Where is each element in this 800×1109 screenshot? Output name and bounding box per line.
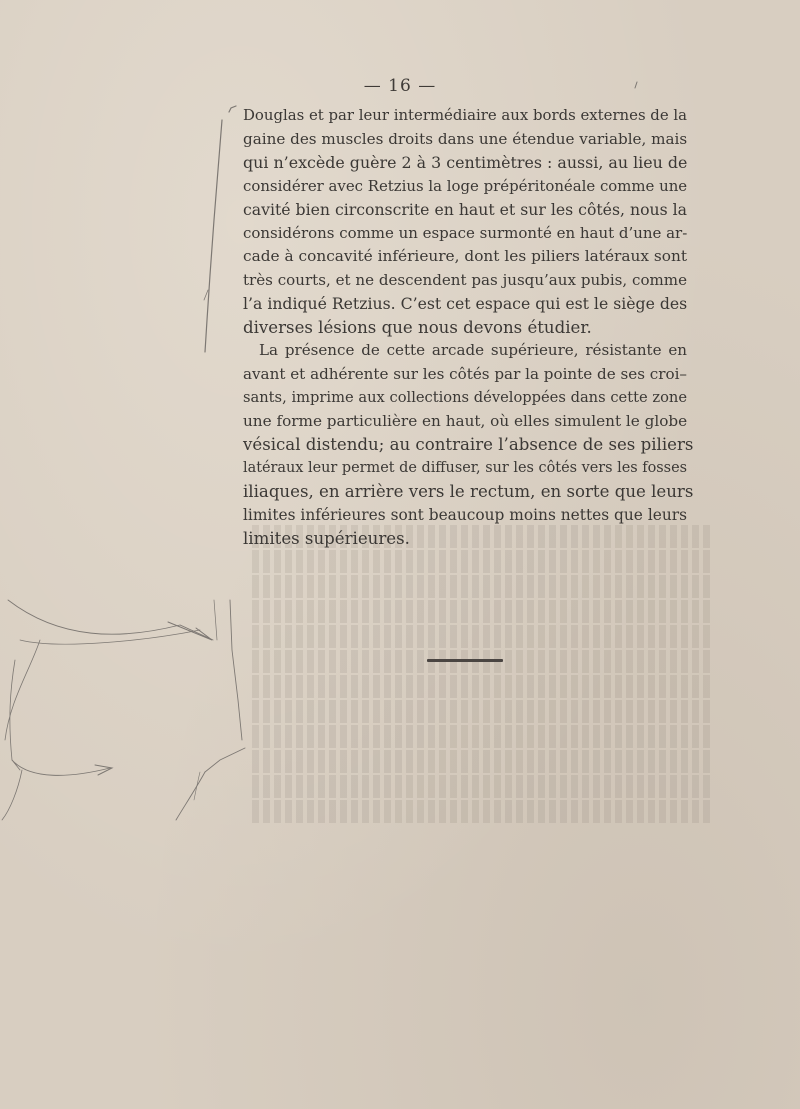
text-line: considérons comme un espace surmonté en haut d’une ar-: [243, 223, 688, 242]
text-line: considérer avec Retzius la loge prépéritonéale comme une: [243, 176, 688, 195]
text-line: qui n’excède guère 2 à 3 centimètres : aussi, au lieu de: [243, 153, 688, 172]
text-line: très courts, et ne descendent pas jusqu’aux pubis, comme: [243, 270, 687, 289]
text-line: Douglas et par leur intermédiaire aux bords externes de la: [243, 106, 687, 124]
text-line: cade à concavité inférieure, dont les piliers latéraux sont: [243, 247, 687, 265]
page-number: — 16 —: [363, 76, 437, 96]
bleed-through-text: [250, 525, 710, 825]
text-line: gaine des muscles droits dans une étendue variable, mais: [243, 129, 688, 148]
body-text: [243, 104, 694, 551]
text-line: La présence de cette arcade supérieure, résistante en: [259, 341, 687, 359]
text-line: limites supérieures.: [243, 529, 410, 548]
text-line: diverses lésions que nous devons étudier.: [243, 317, 592, 337]
text-line: cavité bien circonscrite en haut et sur les côtés, nous la: [243, 200, 687, 219]
text-line: sants, imprime aux collections développées dans cette zone: [243, 389, 687, 406]
text-line: avant et adhérente sur les côtés par la pointe de ses croi–: [243, 364, 687, 383]
text-line: latéraux leur permet de diffuser, sur les côtés vers les fosses: [243, 459, 687, 476]
paragraph-2: [243, 339, 694, 551]
text-line: vésical distendu; au contraire l’absence de ses piliers: [243, 435, 694, 454]
text-line: limites inférieures sont beaucoup moins nettes que leurs: [243, 505, 687, 524]
text-line: l’a indiqué Retzius. C’est cet espace qui est le siège des: [243, 294, 688, 313]
text-line: une forme particulière en haut, où elles simulent le globe: [243, 411, 688, 430]
section-end-rule: [427, 659, 503, 662]
text-line: iliaques, en arrière vers le rectum, en sorte que leurs: [243, 482, 694, 501]
paragraph-1: [243, 104, 687, 339]
